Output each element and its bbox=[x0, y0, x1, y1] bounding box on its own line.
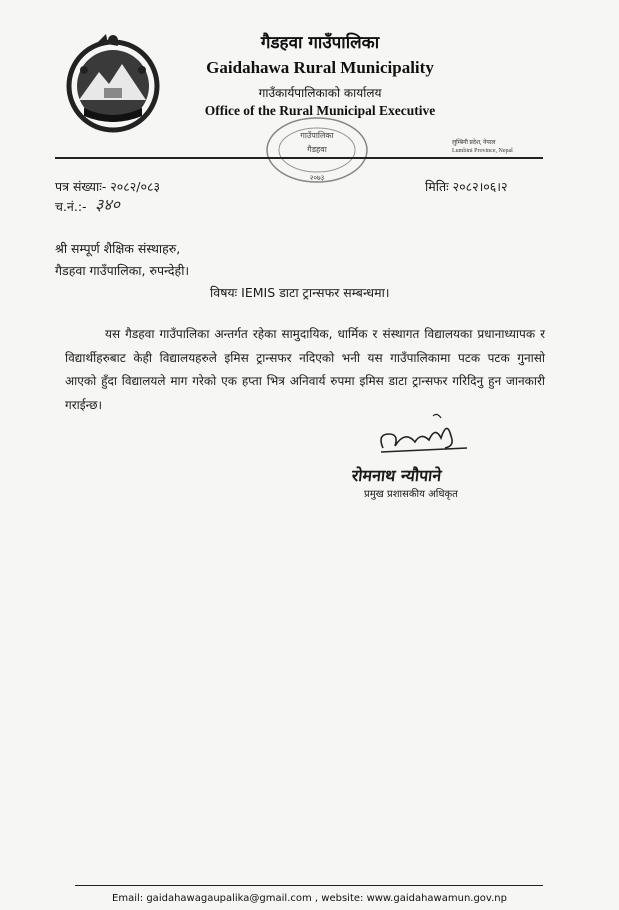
office-name-english: Office of the Rural Municipal Executive bbox=[204, 103, 436, 118]
footer-contact: Email: gaidahawagaupalika@gmail.com , website: www.gaidahawamun.gov.np bbox=[112, 893, 507, 904]
dispatch-label: च.नं.:- bbox=[55, 199, 87, 214]
letter-number: पत्र संख्याः- २०८२/०८३ bbox=[55, 179, 160, 194]
province-block bbox=[452, 139, 513, 155]
footer-rule bbox=[75, 885, 543, 886]
recipient-line-2: गैडहवा गाउँपालिका, रुपन्देही। bbox=[55, 263, 190, 278]
subject-line: विषयः IEMIS डाटा ट्रान्सफर सम्बन्धमा। bbox=[210, 285, 390, 300]
signatory-name: रोमनाथ न्यौपाने bbox=[350, 466, 443, 485]
handwritten-signature bbox=[375, 412, 475, 462]
letter-date: मितिः २०८२।०६।२ bbox=[425, 179, 508, 194]
nepal-emblem-icon bbox=[64, 30, 162, 138]
stamp-text-2: गैडहवा bbox=[307, 145, 327, 154]
municipality-name-english: Gaidahawa Rural Municipality bbox=[206, 58, 434, 77]
province-english: Lumbini Province, Nepal bbox=[452, 148, 513, 154]
letter-body bbox=[65, 323, 545, 417]
stamp-text-1: गाउँपालिका bbox=[300, 131, 334, 140]
office-name-nepali: गाउँकार्यपालिकाको कार्यालय bbox=[258, 86, 382, 100]
header-rule bbox=[55, 157, 543, 159]
province-nepali: लुम्बिनी प्रदेश, नेपाल bbox=[452, 140, 496, 146]
recipient-line-1: श्री सम्पूर्ण शैक्षिक संस्थाहरु, bbox=[55, 241, 181, 256]
municipality-name-nepali: गैडहवा गाउँपालिका bbox=[260, 33, 380, 53]
stamp-text-3: २०७३ bbox=[309, 174, 325, 182]
letter-body-text: यस गैडहवा गाउँपालिका अन्तर्गत रहेका सामुदायिक, धार्मिक र संस्थागत विद्यालयका प्रधानाध्यापक र विद्यार्थीहरुबाट केही विद्यालयहरुले इमिस ट्रान्सफर नदिएको भनी यस गाउँपालिकामा पटक पटक गुनासो आएको हुँदा विद्यालयले माग गरेको एक हप्ता भित्र अनिवार्य रुपमा इमिस डाटा ट्रान्सफर गरिदिनु हुन जानकारी गराईन्छ। bbox=[65, 327, 545, 412]
signatory-title: प्रमुख प्रशासकीय अधिकृत bbox=[364, 489, 458, 500]
dispatch-number: ३४० bbox=[95, 195, 120, 214]
office-stamp bbox=[262, 114, 372, 186]
